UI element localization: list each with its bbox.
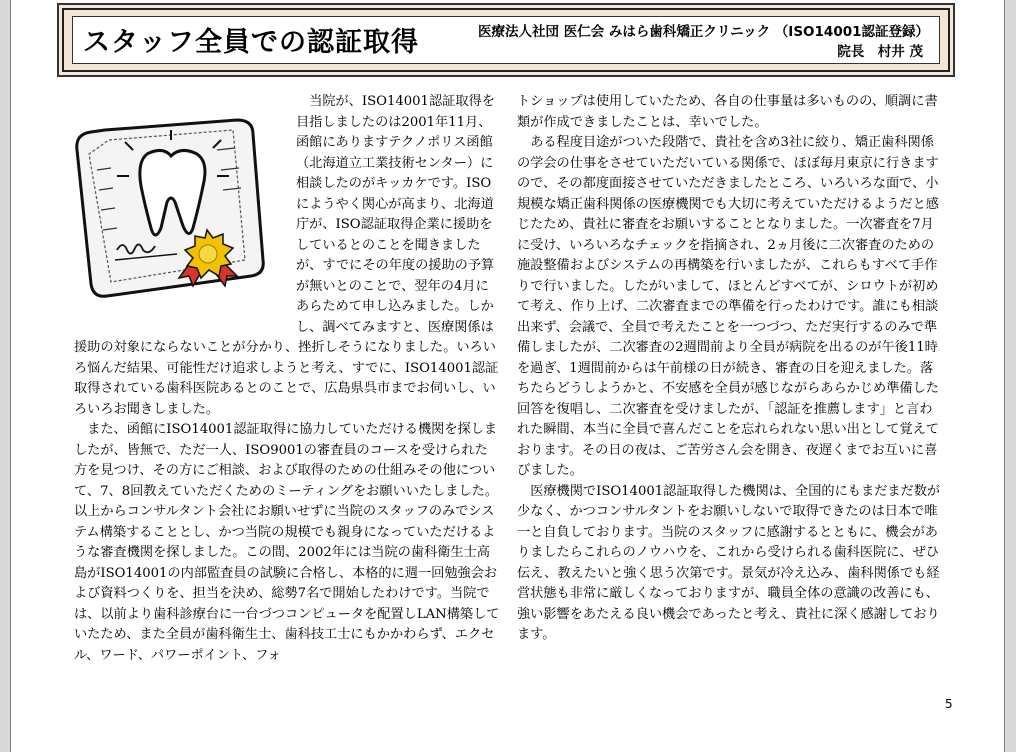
paragraph-conclusion: 医療機関でISO14001認証取得した機関は、全国的にもまだまだ数が少なく、かつコンサルタントをお願いしないで取得できたのは日本で唯一と自負しております。当院のスタッフに感謝するとともに、機会がありましたらこれらのノウハウを、これから受けられる歯科医院に、ぜひ伝え、教えたいと強く思う次第です。景気が冷え込み、歯科関係でも経営状態も非常に厳しくなっておりますが、職員全体の意識の改善にも、強い影響をあたえる良い機会であったと考え、貴社に深く感謝しております。 [517,483,941,642]
title-banner-inner [72,16,940,64]
title-banner [62,8,950,72]
right-column [517,92,941,646]
article-title: スタッフ全員での認証取得 [83,27,419,58]
document-page [10,0,1005,752]
page-number: 5 [945,697,953,711]
paragraph-search: また、函館にISO14001認証取得に協力していただける機関を探しましたが、皆無で、ただ一人、ISO9001の審査員のコースを受けられた方を見つけ、その方にご相談、および取得のための仕組みその他について、7、8回教えていただくためのミーティングをお願いいたしました。以上からコンサルタント会社にお願いせずに当院のスタッフのみでシステム構築することとし、かつ当院の規模でも親身になっていただけるような審査機関を探しました。この間、2002年には当院の歯科衛生士高島がISO14001の内部監査員の試験に合格し、本格的に週一回勉強会および資料つくりを、担当を決め、総勢7名で開始したわけです。当院では、以前より歯科診療台に一台づつコンピュータを配置しLAN構築していたため、また全員が歯科衛生士、歯科技工士にもかかわらず、エクセル、ワード、パワーポイント、フォ [74,422,500,663]
illustration-space [74,92,296,320]
paragraph-continued: トショップは使用していたため、各自の仕事量は多いものの、順調に書類が作成できましたことは、幸いでした。 [517,94,938,130]
paragraph-intro: 当院が、ISO14001認証取得を目指しましたのは2001年11月、函館にありますテクノポリス函館（北海道立工業技術センター）に相談したのがキッカケです。ISOにようやく関心が高まり、北海道庁が、ISO認証取得企業に援助をしているとのことを聞きましたが、すでにその年度の援助の予算が無いとのことで、翌年の4月にあらためて申し込みました。しかし、調べてみますと、医療関係は援助の対象にならないことが分かり、挫折しそうになりました。いろいろ悩んだ結果、可能性だけ追求しようと考え、すでに、ISO14001認証取得されている歯科医院あるとのことで、広島県呉市までお伺いし、いろいろお聞きしました。 [74,94,499,417]
paragraph-audit: ある程度目途がついた段階で、貴社を含め3社に絞り、矯正歯科関係の学会の仕事をさせていただいている関係で、ほぼ毎月東京に行きますので、その都度面接させていただきましたところ、いろいろな面で、小規模な矯正歯科関係の医療機関でも大切に考えていただけるようだと感じたため、貴社に審査をお願いすることとなりました。一次審査を7月に受け、いろいろなチェックを指摘され、2ヵ月後に二次審査のための施設整備およびシステムの再構築を行いましたが、これらもすべて手作りで行いました。したがいまして、ほとんどすべてが、シロウトが初めて考え、作り上げ、二次審査までの準備を行ったわけです。誰にも相談出来ず、会議で、全員で考えたことを一つづつ、ただ実行するのみで準備しましたが、二次審査の2週間前より全員が病院を出るのが午後11時を過ぎ、1週間前からは午前様の日が続き、審査の日を迎えました。落ちたらどうしようかと、不安感を全員が感じながらあらかじめ準備した回答を復唱し、二次審査を受けましたが、「認証を推薦します」と言われた瞬間、本当に全員で喜んだことを忘れられない思い出として覚えております。その日の夜は、ご苦労さん会を開き、夜遅くまでお互いに喜びました。 [517,135,939,478]
left-column [74,92,500,666]
organization-name: 医療法人社団 医仁会 みはら歯科矯正クリニック （ISO14001認証登録） [478,24,929,40]
director-name: 院長 村井 茂 [837,44,923,60]
